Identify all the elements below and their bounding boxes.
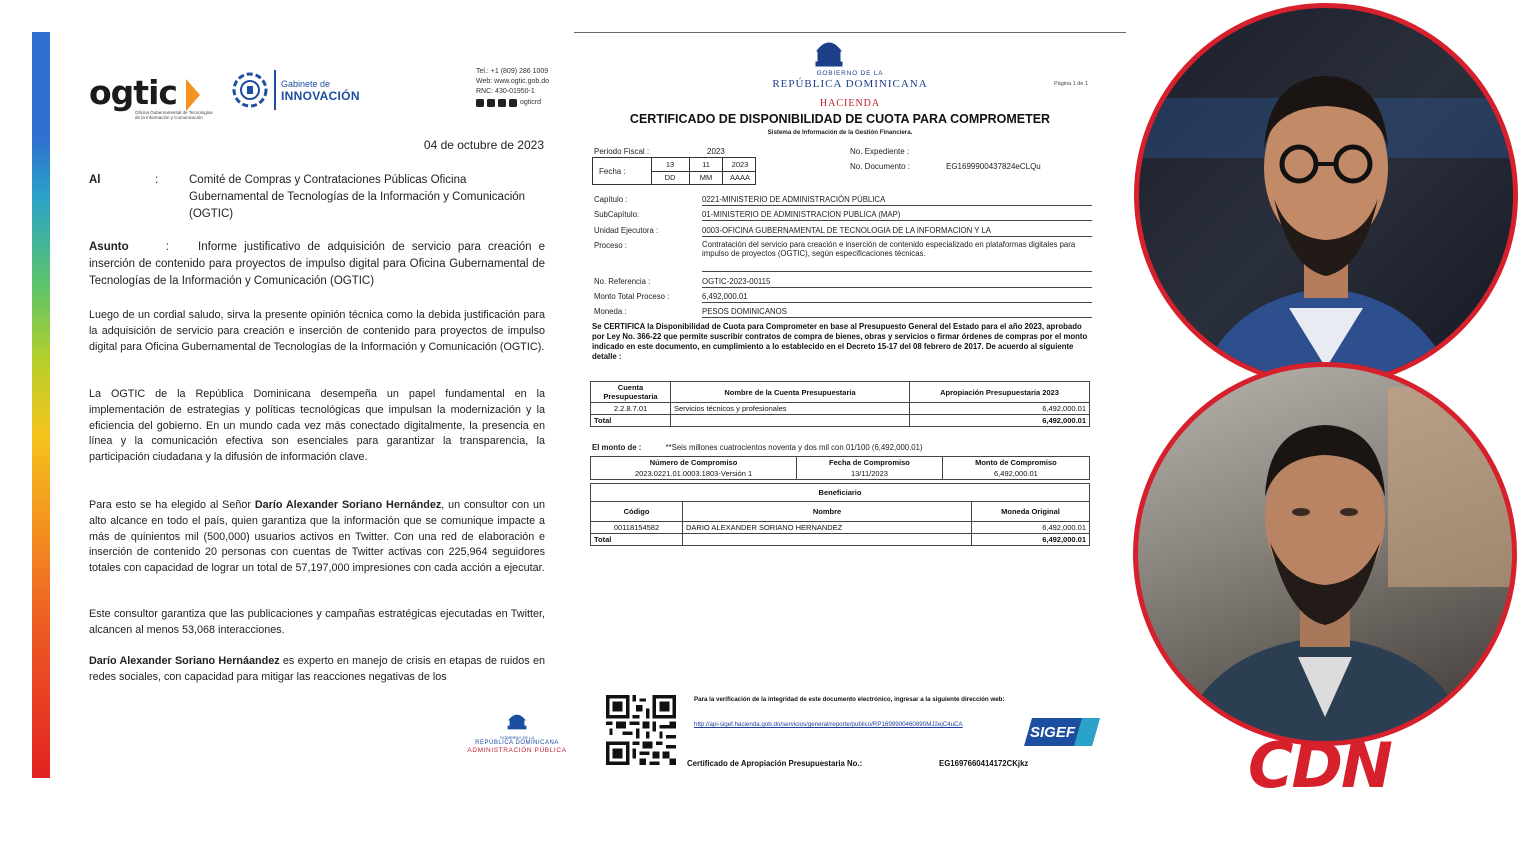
hacienda-certificate [574, 32, 1126, 778]
ogtic-logo-subtitle: Oficina Gubernamental de Tecnologías de la Información y Comunicación [135, 110, 213, 120]
contact-rnc: RNC: 430-01950-1 [476, 88, 535, 95]
expediente-label: No. Expediente : [850, 147, 910, 156]
table-cell: 6,492,000.01 [910, 415, 1090, 427]
verification-link[interactable]: http://api-sigef.hacienda.gob.do/servicios/general/reporte/publico/RP1699900460890MJ2ejC4uCA [694, 721, 963, 728]
admin-line3: ADMINISTRACIÓN PÚBLICA [467, 747, 567, 754]
instagram-icon [498, 99, 506, 107]
table-row [591, 522, 1090, 534]
social-handle: ogticrd [520, 99, 542, 106]
man-with-glasses-image [1139, 8, 1513, 382]
table-cell [683, 534, 972, 546]
recipient-text: Comité de Compras y Contrataciones Públicas Oficina Gubernamental de Tecnologías de la Información y Comunicación (OGTIC) [189, 174, 526, 220]
budget-account-table [590, 381, 1090, 427]
gabinete-innovacion-icon [230, 68, 270, 112]
fecha-mm-label: MM [699, 173, 713, 182]
ogtic-letter [32, 32, 572, 778]
capitulo-value: 0221-MINISTERIO DE ADMINISTRACIÓN PÚBLICA [702, 195, 1092, 206]
unidad-label: Unidad Ejecutora : [594, 226, 659, 235]
table-cell: 13/11/2023 [797, 468, 943, 480]
sigef-text: SIGEF [1030, 724, 1076, 741]
gabinete-line1: Gabinete de [281, 79, 331, 89]
cert-subtitle: Sistema de Información de la Gestión Financiera. [767, 129, 913, 136]
documento-label: No. Documento : [850, 162, 911, 171]
table-cell: 6,492,000.01 [942, 468, 1089, 480]
table-header: Nombre de la Cuenta Presupuestaria [671, 382, 910, 403]
twitter-icon [487, 99, 495, 107]
table-row [591, 502, 1090, 522]
table-cell: 6,492,000.01 [972, 522, 1090, 534]
gabinete-separator [274, 70, 276, 110]
admin-line1: GOBIERNO DE LA [499, 735, 535, 740]
ogtic-logo-word: ogtic [89, 73, 177, 112]
table-header: Beneficiario [591, 484, 1090, 502]
table-header: Cuenta Presupuestaria [591, 382, 671, 403]
portrait-photo-top [1134, 3, 1518, 387]
government-crest-icon [813, 36, 845, 68]
ogtic-logo [89, 73, 211, 123]
capitulo-label: Capítulo : [594, 195, 628, 204]
monto-de-label: El monto de : [592, 443, 642, 452]
fecha-dd-label: DD [664, 173, 676, 182]
table-row [591, 534, 1090, 546]
letter-subject [89, 239, 545, 290]
table-header: Nombre [683, 502, 972, 522]
gov-line2: REPÚBLICA DOMINICANA [772, 78, 928, 90]
fecha-box [592, 157, 756, 185]
cert-page-number: Página 1 de 1 [1054, 81, 1088, 87]
apropiacion-number: EG1697660414172CKjkz [939, 759, 1029, 768]
gabinete-line2: INNOVACIÓN [281, 89, 360, 103]
monto-de-value: **Seis millones cuatrocientos noventa y dos mil con 01/100 (6,492,000.01) [665, 443, 923, 452]
p3-post: , un consultor con un alto alcance en todo el país, quien garantiza que la información que se comunique impacte a más de quinientos mil (500,000) usuarios activos en Twitter. Con una red de elaboración e inserción de contenido 20 personas con cuentas de Twitter activas con 225,964 seguidores totales con capacidad de lograr un total de 57,197,000 impresiones con cada acción a ejecutar. [89, 499, 545, 575]
table-cell: 6,492,000.01 [910, 403, 1090, 415]
certifica-text: Se CERTIFICA la Disponibilidad de Cuota para Comprometer en base al Presupuesto General del Estado para el año 2023, aprobado por Ley No. 366-22 que permite suscribir contratos de compra de bienes, obras y servicios o firmar órdenes de compras por el monto indicado en este documento, en cumplimiento a lo establecido en el Decreto 15-17 del 08 febrero de 2017. De acuerdo al siguiente detalle : [592, 322, 1088, 361]
table-cell: 6,492,000.01 [972, 534, 1090, 546]
cdn-logo-text: CDN [1248, 735, 1391, 793]
fecha-label: Fecha : [599, 167, 626, 176]
table-cell: 00118154582 [591, 522, 683, 534]
letter-recipient [89, 172, 545, 223]
subject-colon: : [165, 241, 169, 253]
government-crest-icon [506, 712, 528, 730]
contact-web: Web: www.ogtic.gob.do [476, 78, 550, 85]
gov-line1: GOBIERNO DE LA [816, 70, 884, 77]
table-cell: Total [591, 534, 683, 546]
letter-paragraph-5 [89, 654, 545, 686]
table-cell: DARIO ALEXANDER SORIANO HERNANDEZ [683, 522, 972, 534]
ogtic-chevron-icon [186, 79, 200, 111]
documento-value: EG1699900437824eCLQu [946, 162, 1041, 171]
subcapitulo-value: 01-MINISTERIO DE ADMINISTRACION PUBLICA (MAP) [702, 210, 1092, 221]
recipient-label: Al [89, 174, 101, 186]
table-header: Monto de Compromiso [942, 457, 1089, 469]
contact-tel: Tel.: +1 (809) 286 1009 [476, 68, 549, 75]
qr-code-icon [606, 695, 676, 765]
p5-name: Darío Alexander Soriano Hernáandez [89, 655, 280, 667]
table-header: Moneda Original [972, 502, 1090, 522]
monto-de-line [592, 443, 923, 452]
table-header: Fecha de Compromiso [797, 457, 943, 469]
cdn-logo [1248, 735, 1448, 793]
letter-paragraph-1: Luego de un cordial saludo, sirva la presente opinión técnica como la debida justificación para la adquisición de servicio para creación e inserción de contenido para proyectos de impulso digital para Oficina Gubernamental de Tecnologías de la Información y Comunicación (OGTIC). [89, 309, 545, 353]
table-cell: Total [591, 415, 671, 427]
proceso-value: Contratación del servicio para creación e inserción de contenido especializado en plataformas digitales para impulso de proyectos (OGTIC), según especificaciones técnicas. [702, 240, 1092, 272]
subject-label: Asunto [89, 241, 129, 253]
monto-total-label: Monto Total Proceso : [594, 292, 670, 301]
verification-text: Para la verificación de la integridad de este documento electrónico, ingresar a la siguiente dirección web: [694, 696, 1005, 703]
table-cell: 2023.0221.01.0003.1803-Versión 1 [591, 468, 797, 480]
table-header: Número de Compromiso [591, 457, 797, 469]
gabinete-text [281, 78, 360, 102]
administracion-publica-logo [462, 712, 572, 754]
p5-post: es experto en manejo de crisis en etapas de ruidos en redes sociales, con capacidad para mitigar las reacciones negativas de los [89, 655, 545, 683]
commitment-table [590, 456, 1090, 480]
table-row [591, 382, 1090, 403]
monto-total-value: 6,492,000.01 [702, 292, 1092, 303]
cert-top-rule [574, 32, 1126, 33]
sigef-logo [1022, 714, 1102, 750]
letter-paragraph-4: Este consultor garantiza que las publicaciones y campañas estratégicas ejecutadas en Twitter, alcancen al menos 53,068 interacciones. [89, 608, 545, 636]
gov-line3: HACIENDA [819, 98, 881, 109]
apropiacion-label: Certificado de Apropiación Presupuestaria No.: [687, 759, 863, 768]
letter-paragraph-3 [89, 498, 545, 577]
facebook-icon [476, 99, 484, 107]
table-cell [671, 415, 910, 427]
recipient-colon: : [155, 174, 159, 186]
referencia-label: No. Referencia : [594, 277, 651, 286]
table-row [591, 484, 1090, 502]
letter-contact [476, 67, 549, 108]
beneficiary-table [590, 483, 1090, 546]
periodo-value: 2023 [707, 147, 725, 156]
table-cell: 2.2.8.7.01 [591, 403, 671, 415]
table-row [591, 468, 1090, 480]
unidad-value: 0003-OFICINA GUBERNAMENTAL DE TECNOLOGIA DE LA INFORMACION Y LA [702, 226, 1092, 237]
bearded-man-in-car-image [1138, 367, 1512, 741]
table-header: Apropiación Presupuestaria 2023 [910, 382, 1090, 403]
referencia-value: OGTIC-2023-00115 [702, 277, 1092, 288]
p3-name: Darío Alexander Soriano Hernández [254, 499, 442, 511]
table-header: Código [591, 502, 683, 522]
fecha-month: 11 [702, 160, 710, 169]
proceso-label: Proceso : [594, 241, 627, 250]
letter-date: 04 de octubre de 2023 [423, 138, 544, 152]
letter-color-bar [32, 32, 50, 778]
letter-paragraph-2: La OGTIC de la República Dominicana desempeña un papel fundamental en la implementación de estrategias y políticas tecnológicas que impulsan la modernización y la eficiencia del gobierno. En un mundo cada vez más conectado digitalmente, la presencia en línea y la comunicación efectiva son esenciales para garantizar la transparencia, la participación ciudadana y la difusión de información clave. [89, 388, 545, 464]
fecha-aaaa-label: AAAA [729, 173, 750, 182]
subcapitulo-label: SubCapítulo: [594, 210, 640, 219]
table-row [591, 415, 1090, 427]
table-row [591, 457, 1090, 469]
moneda-label: Moneda : [594, 307, 627, 316]
contact-social [476, 98, 549, 108]
table-cell: Servicios técnicos y profesionales [671, 403, 910, 415]
fecha-day: 13 [665, 160, 675, 169]
periodo-label: Periodo Fiscal : [594, 147, 650, 156]
cert-title: CERTIFICADO DE DISPONIBILIDAD DE CUOTA PARA COMPROMETER [629, 112, 1051, 126]
youtube-icon [509, 99, 517, 107]
admin-line2: REPÚBLICA DOMINICANA [475, 740, 559, 746]
portrait-photo-bottom [1133, 362, 1517, 746]
moneda-value: PESOS DOMINICANOS [702, 307, 1092, 318]
table-row [591, 403, 1090, 415]
subject-text: Informe justificativo de adquisición de servicio para creación e inserción de contenido para proyectos de impulso digital para Oficina Gubernamental de Tecnologías de la Información y Comunicación (OGTIC) [89, 241, 546, 287]
p3-pre: Para esto se ha elegido al Señor [89, 499, 255, 511]
fecha-year: 2023 [731, 160, 749, 169]
